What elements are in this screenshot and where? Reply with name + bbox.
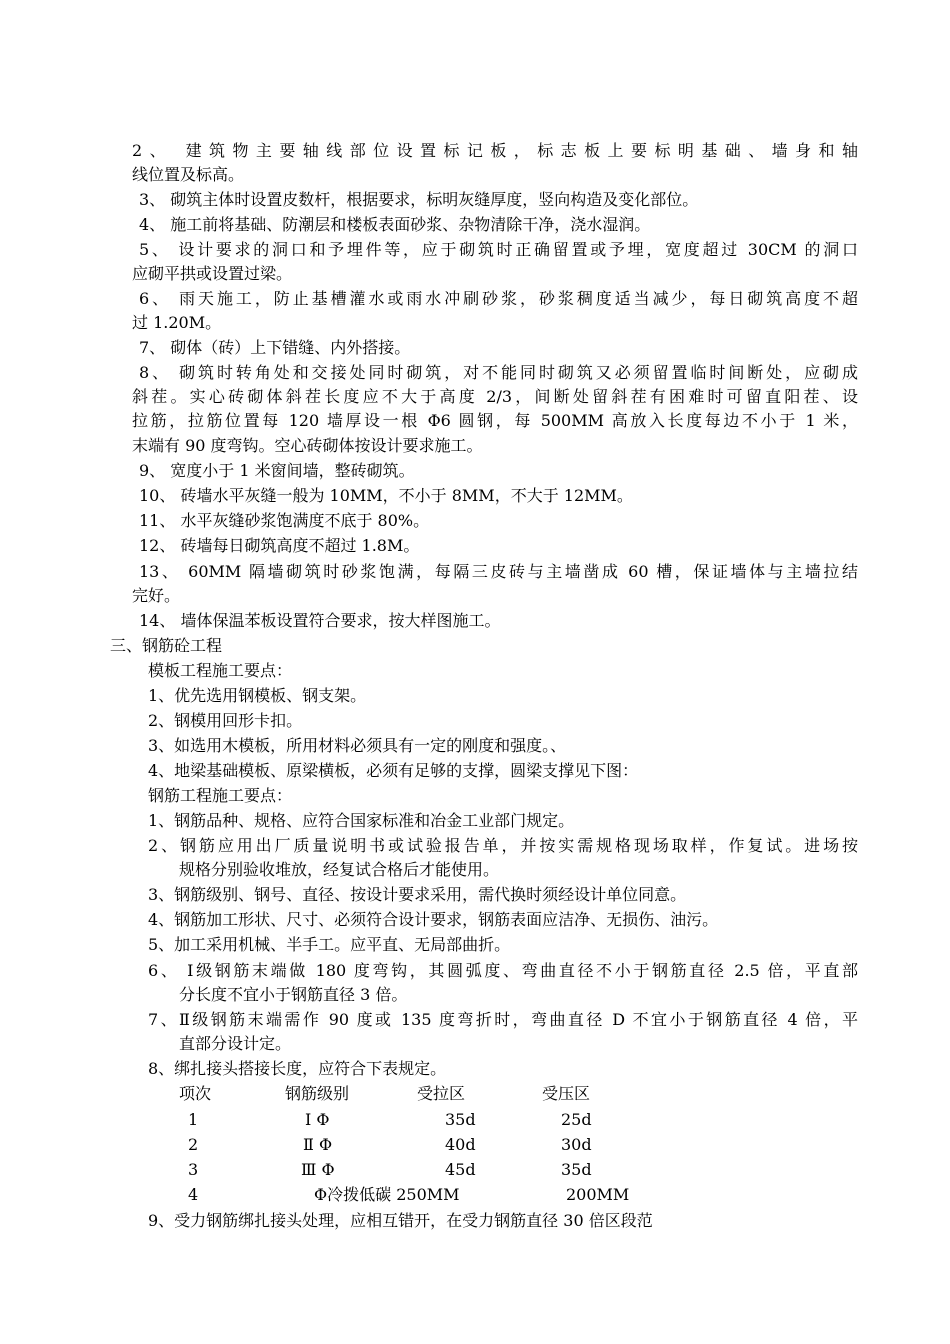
table-row bbox=[0, 1108, 700, 1132]
rebar-item-8: 8、绑扎接头搭接长度，应符合下表规定。 bbox=[148, 1059, 447, 1078]
rebar-item-7-line-2: 直部分设计定。 bbox=[179, 1034, 292, 1053]
formwork-item-3: 3、如选用木模板，所用材料必须具有一定的刚度和强度。、 bbox=[148, 736, 567, 755]
rebar-item-6-line-2: 分长度不宜小于钢筋直径 3 倍。 bbox=[179, 985, 408, 1004]
item-10: 10、 砖墙水平灰缝一般为 10MM，不小于 8MM，不大于 12MM。 bbox=[139, 486, 633, 505]
item-2-line-2: 线位置及标高。 bbox=[132, 165, 245, 184]
rebar-item-9: 9、受力钢筋绑扎接头处理，应相互错开，在受力钢筋直径 30 倍区段范 bbox=[148, 1211, 653, 1230]
rebar-item-2-line-2: 规格分别验收堆放，经复试合格后才能使用。 bbox=[179, 860, 500, 879]
table-cell: 1 bbox=[188, 1110, 199, 1129]
item-8-line-3: 拉筋，拉筋位置每 120 墙厚设一根 Φ6 圆钢，每 500MM 高放入长度每边不小于 1 米， bbox=[132, 411, 858, 430]
item-12: 12、 砖墙每日砌筑高度不超过 1.8M。 bbox=[139, 536, 420, 555]
rebar-item-6-line-1: 6、 Ⅰ级钢筋末端做 180 度弯钩，其圆弧度、弯曲直径不小于钢筋直径 2.5 倍，平直部 bbox=[148, 961, 858, 980]
item-3: 3、 砌筑主体时设置皮数杆，根据要求，标明灰缝厚度，竖向构造及变化部位。 bbox=[139, 190, 699, 209]
table-cell: 45d bbox=[445, 1160, 476, 1179]
item-9: 9、 宽度小于 1 米窗间墙，整砖砌筑。 bbox=[139, 461, 415, 480]
item-5-line-2: 应砌平拱或设置过梁。 bbox=[132, 264, 293, 283]
table-header-tension: 受拉区 bbox=[417, 1084, 466, 1103]
item-13-line-2: 完好。 bbox=[132, 586, 181, 605]
item-8-line-1: 8、 砌筑时转角处和交接处同时砌筑，对不能同时砌筑又必须留置临时间断处，应砌成 bbox=[139, 363, 858, 382]
table-cell: Ⅰ Φ bbox=[305, 1110, 330, 1129]
table-cell: 3 bbox=[188, 1160, 199, 1179]
item-6-line-2: 过 1.20M。 bbox=[132, 313, 222, 332]
rebar-item-2-line-1: 2、钢筋应用出厂质量说明书或试验报告单，并按实需规格现场取样，作复试。进场按 bbox=[148, 836, 858, 855]
rebar-item-4: 4、钢筋加工形状、尺寸、必须符合设计要求，钢筋表面应洁净、无损伤、油污。 bbox=[148, 910, 719, 929]
table-cell: 40d bbox=[445, 1135, 476, 1154]
table-cell: Φ冷拨低碳 250MM bbox=[314, 1185, 460, 1204]
formwork-item-1: 1、优先选用钢模板、钢支架。 bbox=[148, 686, 367, 705]
section-3-heading: 三、钢筋砼工程 bbox=[110, 636, 223, 655]
rebar-item-1: 1、钢筋品种、规格、应符合国家标准和冶金工业部门规定。 bbox=[148, 811, 575, 830]
rebar-item-7-line-1: 7、Ⅱ级钢筋末端需作 90 度或 135 度弯折时，弯曲直径 D 不宜小于钢筋直径 4 倍，平 bbox=[148, 1010, 858, 1029]
item-2-line-1: 2、 建筑物主要轴线部位设置标记板，标志板上要标明基础、墙身和轴 bbox=[132, 141, 858, 160]
item-7: 7、 砌体（砖）上下错缝、内外搭接。 bbox=[139, 338, 411, 357]
item-6-line-1: 6、 雨天施工，防止基槽灌水或雨水冲刷砂浆，砂浆稠度适当减少，每日砌筑高度不超 bbox=[139, 289, 858, 308]
item-11: 11、 水平灰缝砂浆饱满度不底于 80%。 bbox=[139, 511, 430, 530]
rebar-item-3: 3、钢筋级别、钢号、直径、按设计要求采用，需代换时须经设计单位同意。 bbox=[148, 885, 687, 904]
table-header-item-no: 项次 bbox=[179, 1084, 212, 1103]
table-cell: Ⅲ Φ bbox=[301, 1160, 335, 1179]
item-14: 14、 墙体保温苯板设置符合要求，按大样图施工。 bbox=[139, 611, 501, 630]
table-cell: 2 bbox=[188, 1135, 199, 1154]
table-row bbox=[0, 1133, 700, 1157]
item-8-line-4: 末端有 90 度弯钩。空心砖砌体按设计要求施工。 bbox=[132, 436, 483, 455]
item-4: 4、 施工前将基础、防潮层和楼板表面砂浆、杂物清除干净，浇水湿润。 bbox=[139, 215, 651, 234]
item-13-line-1: 13、 60MM 隔墙砌筑时砂浆饱满，每隔三皮砖与主墙凿成 60 槽，保证墙体与主墙拉结 bbox=[139, 562, 858, 581]
table-cell: 25d bbox=[561, 1110, 592, 1129]
table-row bbox=[0, 1183, 700, 1207]
table-cell: 30d bbox=[561, 1135, 592, 1154]
table-cell: 35d bbox=[561, 1160, 592, 1179]
table-header-row bbox=[0, 1082, 700, 1106]
table-row bbox=[0, 1158, 700, 1182]
table-header-compression: 受压区 bbox=[542, 1084, 591, 1103]
table-cell: 200MM bbox=[566, 1185, 630, 1204]
formwork-title: 模板工程施工要点： bbox=[148, 661, 293, 680]
rebar-title: 钢筋工程施工要点： bbox=[148, 786, 293, 805]
table-cell: Ⅱ Φ bbox=[303, 1135, 333, 1154]
formwork-item-4: 4、地梁基础模板、原梁横板，必须有足够的支撑，圆梁支撑见下图： bbox=[148, 761, 639, 780]
table-header-grade: 钢筋级别 bbox=[285, 1084, 350, 1103]
item-5-line-1: 5、 设计要求的洞口和予埋件等，应于砌筑时正确留置或予埋，宽度超过 30CM 的洞口 bbox=[139, 240, 858, 259]
table-cell: 35d bbox=[445, 1110, 476, 1129]
formwork-item-2: 2、钢模用回形卡扣。 bbox=[148, 711, 303, 730]
rebar-item-5: 5、加工采用机械、半手工。应平直、无局部曲折。 bbox=[148, 935, 511, 954]
item-8-line-2: 斜茬。实心砖砌体斜茬长度应不大于高度 2/3，间断处留斜茬有困难时可留直阳茬、设 bbox=[132, 387, 858, 406]
table-cell: 4 bbox=[188, 1185, 199, 1204]
